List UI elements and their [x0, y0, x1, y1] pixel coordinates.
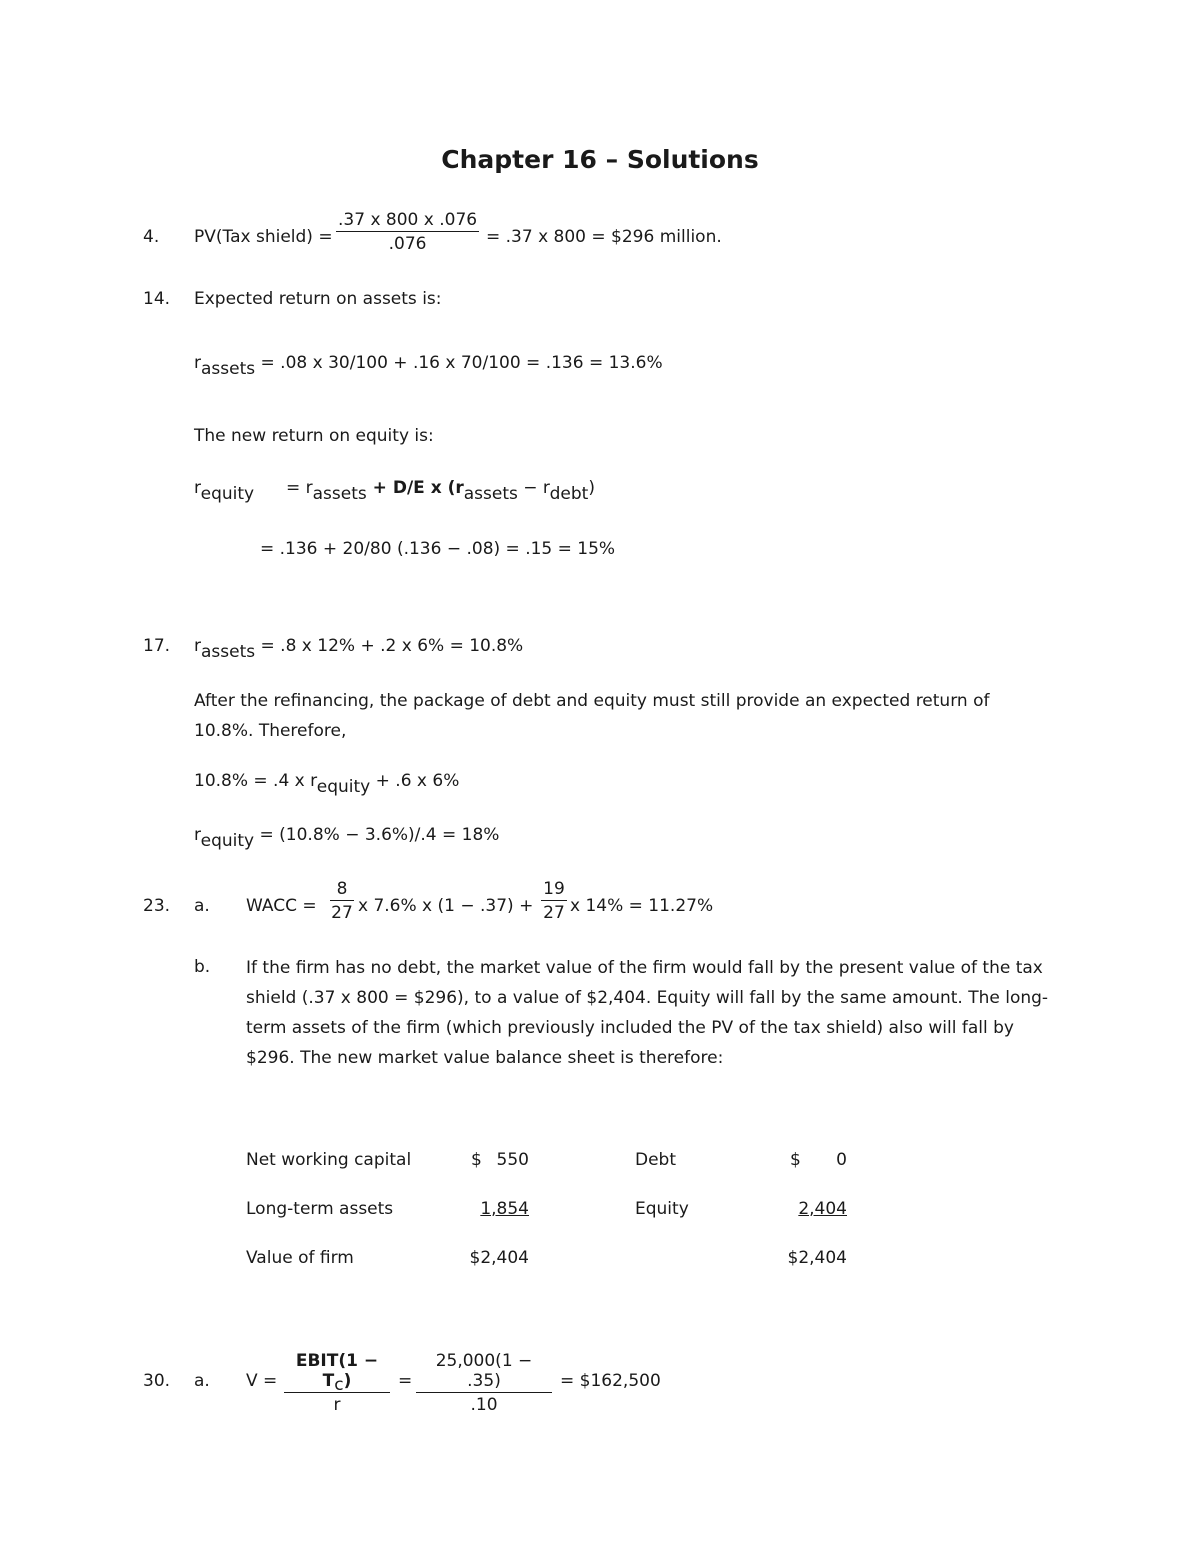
r-symbol: r [194, 825, 201, 845]
equation-text: = .08 x 30/100 + .16 x 70/100 = .136 = 13.6% [255, 353, 663, 373]
subscript: equity [200, 831, 255, 851]
bs-right-value: 2,404 [798, 1199, 847, 1219]
bs-left-label: Net working capital [246, 1150, 412, 1170]
value-result: = $162,500 [560, 1371, 661, 1391]
bs-right-label: Debt [635, 1150, 677, 1170]
subscript: c [334, 1375, 344, 1395]
fraction-denominator: .076 [388, 234, 427, 254]
r-symbol: r [194, 478, 201, 498]
wacc-middle-terms: x 7.6% x (1 − .37) + [358, 896, 534, 916]
problem-14-equity-formula [194, 478, 255, 504]
r-symbol: r [194, 353, 201, 373]
subscript: assets [463, 484, 518, 504]
problem-17-paragraph: After the refinancing, the package of debt and equity must still provide an expected return of 10.8%. Therefore, [194, 691, 990, 741]
problem-17-asset-return [194, 636, 524, 662]
equation-text: − r [517, 478, 550, 498]
bs-right-value: 0 [836, 1150, 847, 1170]
problem-30-part-a-label: a. [194, 1371, 210, 1391]
problem-30-number: 30. [143, 1371, 171, 1391]
equation-text: ) [588, 478, 595, 498]
problem-14-equity-formula-rhs [286, 478, 595, 504]
subscript: assets [312, 484, 367, 504]
fraction-numerator: 25,000(1 − .35) [416, 1351, 552, 1393]
value-fraction-ebit [284, 1351, 390, 1415]
problem-17-number: 17. [143, 636, 171, 656]
fraction-denominator: 27 [543, 903, 565, 923]
fraction-denominator: .10 [470, 1395, 498, 1415]
equation-text: = (10.8% − 3.6%)/.4 = 18% [254, 825, 500, 845]
equation-text: + .6 x 6% [370, 771, 460, 791]
bs-left-label: Value of firm [246, 1248, 354, 1268]
problem-23-number: 23. [143, 896, 171, 916]
bs-right-label: Equity [635, 1199, 689, 1219]
bs-left-label: Long-term assets [246, 1199, 394, 1219]
fraction-numerator [284, 1351, 390, 1393]
wacc-label: WACC = [246, 896, 317, 916]
problem-4-lhs: PV(Tax shield) = [194, 227, 333, 247]
problem-4-rhs: = .37 x 800 = $296 million. [486, 227, 722, 247]
fraction-numerator: 8 [330, 879, 354, 901]
fraction-numerator: .37 x 800 x .076 [338, 210, 478, 230]
equation-text: = r [286, 478, 313, 498]
value-label: V = [246, 1371, 278, 1391]
page-title: Chapter 16 – Solutions [441, 145, 759, 174]
bs-left-currency: $ [471, 1150, 482, 1170]
equation-text: + D/E x (r [366, 478, 464, 498]
subscript: assets [201, 642, 256, 662]
value-fraction-numeric [416, 1351, 552, 1415]
subscript: equity [316, 777, 371, 797]
problem-23-part-b-label: b. [194, 957, 211, 977]
equals-sign: = [398, 1371, 413, 1391]
equation-text: EBIT(1 − T [295, 1351, 379, 1391]
subscript: debt [549, 484, 589, 504]
bs-right-currency: $ [790, 1150, 801, 1170]
problem-17-equation-3 [194, 825, 500, 851]
bs-left-value: $2,404 [469, 1248, 529, 1268]
equation-text: 10.8% = .4 x r [194, 771, 317, 791]
equation-text: = .8 x 12% + .2 x 6% = 10.8% [255, 636, 524, 656]
problem-23-part-a-label: a. [194, 896, 210, 916]
problem-17-equation-2 [194, 771, 460, 797]
wacc-end-terms: x 14% = 11.27% [570, 896, 714, 916]
problem-14-asset-return [194, 353, 663, 379]
wacc-fraction-debt [330, 879, 354, 923]
fraction-denominator: r [333, 1395, 341, 1415]
bs-left-value: 550 [496, 1150, 529, 1170]
subscript: assets [201, 359, 256, 379]
fraction-numerator: 19 [541, 879, 567, 901]
problem-4-number: 4. [143, 227, 160, 247]
problem-14-number: 14. [143, 289, 171, 309]
fraction-denominator: 27 [331, 903, 353, 923]
wacc-fraction-equity [541, 879, 567, 923]
bs-left-value: 1,854 [480, 1199, 529, 1219]
problem-4-fraction [336, 210, 479, 254]
problem-14-equity-intro: The new return on equity is: [194, 426, 434, 446]
r-symbol: r [194, 636, 201, 656]
equation-text: ) [343, 1371, 352, 1391]
bs-right-value: $2,404 [787, 1248, 847, 1268]
problem-14-intro: Expected return on assets is: [194, 289, 442, 309]
problem-23-part-b-paragraph: If the firm has no debt, the market value of the firm would fall by the present value of the tax shield (.37 x 800 = $296), to a value of $2,404. Equity will fall by the same amount. The long-term assets of the firm (which previously included the PV of the tax shield) also will fall by $296. The new market value balance sheet is therefore: [246, 958, 1049, 1068]
subscript: equity [200, 484, 255, 504]
problem-14-equity-result: = .136 + 20/80 (.136 − .08) = .15 = 15% [260, 539, 616, 559]
